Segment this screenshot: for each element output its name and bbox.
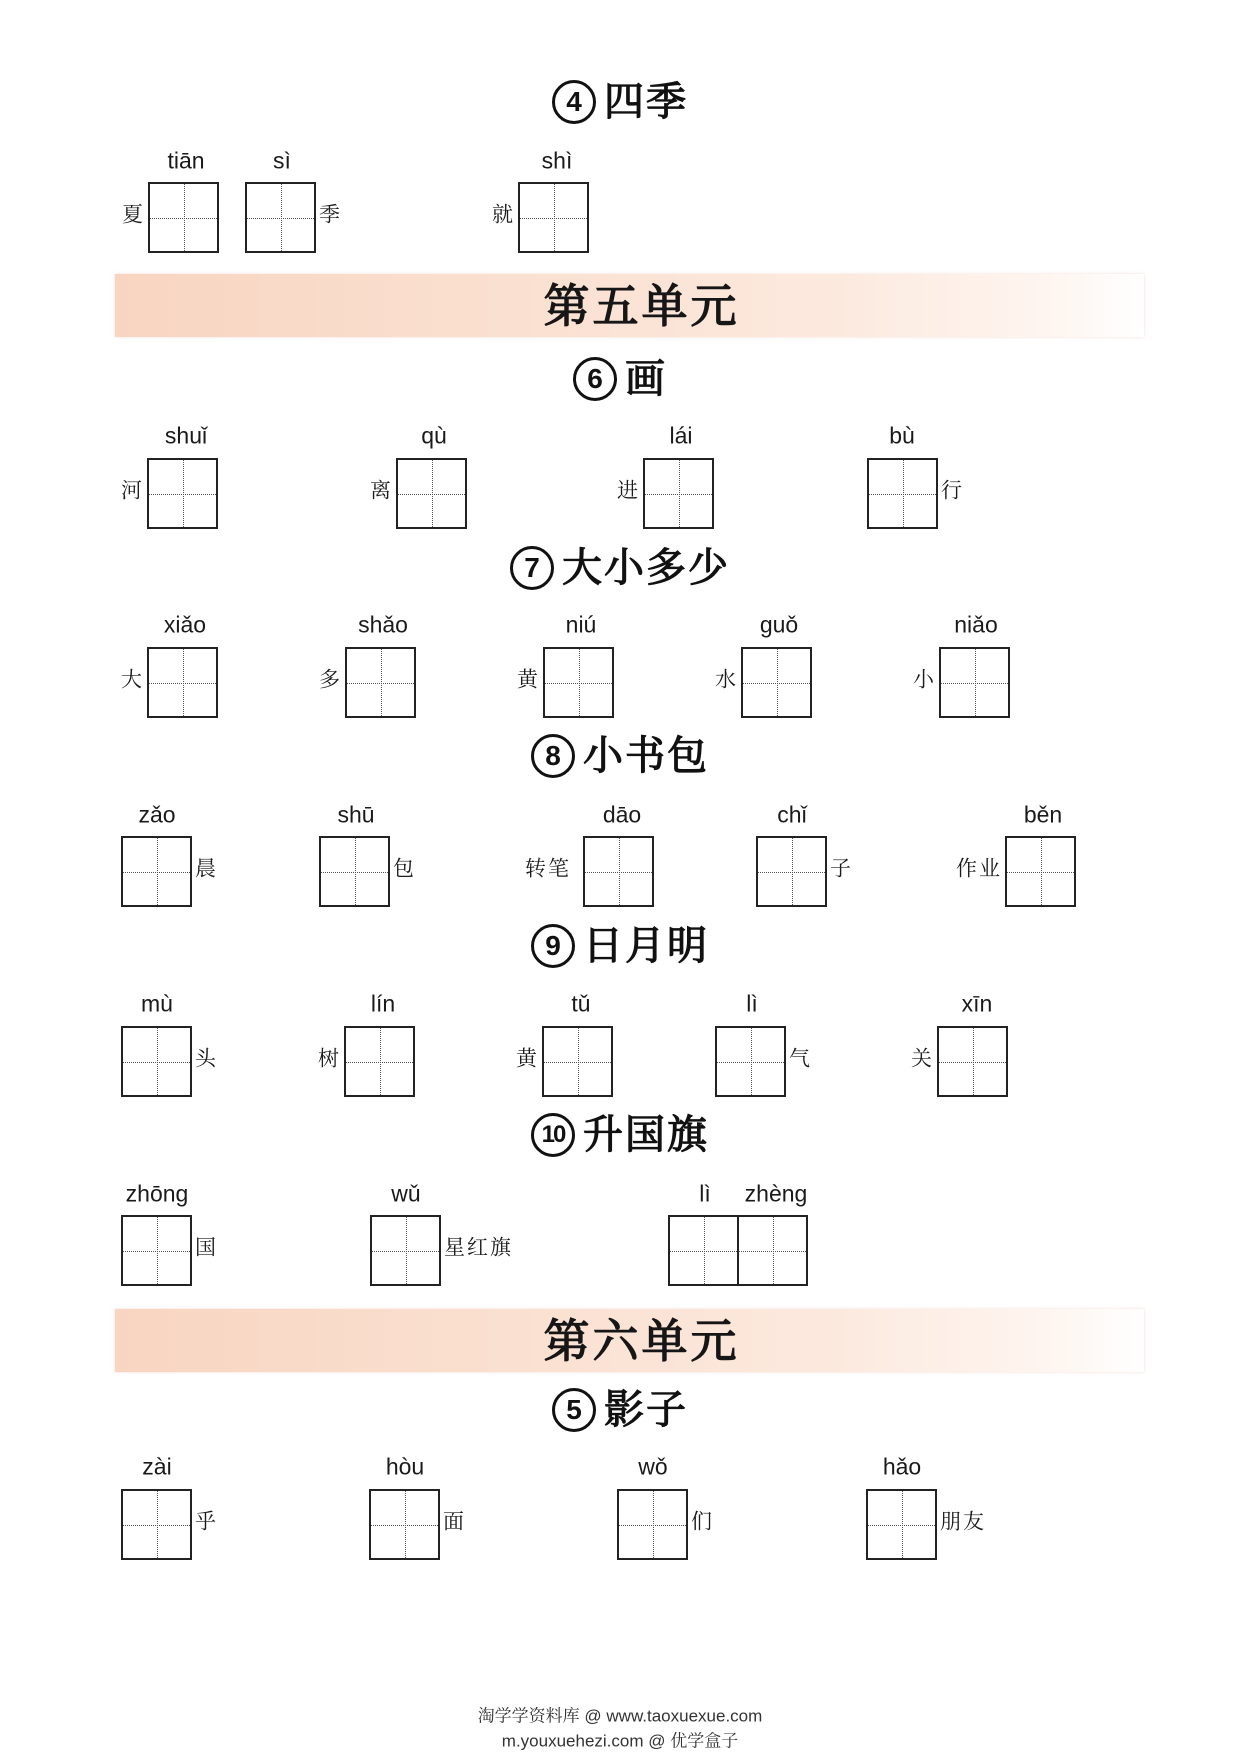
word-prefix: 河: [121, 478, 144, 503]
tianzige-box: [121, 836, 192, 907]
pinyin-label: wǒ: [638, 1453, 668, 1480]
pinyin-label: xīn: [961, 990, 993, 1017]
lesson-number-badge: 10: [531, 1113, 575, 1157]
tianzige-box: [583, 836, 654, 907]
tianzige-box: [345, 647, 416, 718]
tianzige-box: [121, 1026, 192, 1097]
pinyin-label: niú: [565, 611, 597, 638]
word-suffix: 季: [319, 202, 342, 227]
word-suffix: 朋友: [940, 1509, 986, 1534]
pinyin-label: bù: [889, 422, 915, 449]
word-suffix: 们: [691, 1509, 714, 1534]
word-prefix: 黄: [516, 1046, 539, 1071]
word-suffix: 包: [393, 856, 416, 881]
pinyin-label: guǒ: [759, 611, 799, 638]
pinyin-label: hòu: [385, 1453, 425, 1480]
footer-line: m.youxuehezi.com @ 优学盒子: [501, 1731, 739, 1751]
unit-banner-title: 第五单元: [543, 278, 740, 333]
tianzige-box: [147, 647, 218, 718]
tianzige-box: [542, 1026, 613, 1097]
word-suffix: 星红旗: [444, 1235, 513, 1260]
word-suffix: 面: [443, 1509, 466, 1534]
word-suffix: 行: [941, 478, 964, 503]
tianzige-box: [643, 458, 714, 529]
tianzige-box: [147, 458, 218, 529]
word-prefix: 大: [121, 667, 144, 692]
lesson-number-badge: 7: [510, 546, 554, 590]
lesson-number-badge: 4: [552, 80, 596, 124]
lesson-number-badge: 8: [531, 734, 575, 778]
word-prefix: 小: [913, 667, 936, 692]
pinyin-label: shuǐ: [164, 422, 208, 449]
tianzige-box: [741, 647, 812, 718]
word-suffix: 头: [195, 1046, 218, 1071]
pinyin-label: lì: [746, 990, 758, 1017]
tianzige-box: [543, 647, 614, 718]
pinyin-label: shū: [337, 801, 375, 828]
tianzige-box: [668, 1215, 739, 1286]
lesson-number-badge: 5: [552, 1388, 596, 1432]
word-prefix: 作业: [956, 856, 1002, 881]
lesson-title: [0, 546, 1240, 590]
word-prefix: 多: [319, 667, 342, 692]
tianzige-box: [756, 836, 827, 907]
tianzige-box: [867, 458, 938, 529]
pinyin-label: shì: [541, 147, 573, 174]
tianzige-box: [866, 1489, 937, 1560]
word-suffix: 气: [789, 1046, 812, 1071]
pinyin-label: qù: [421, 422, 447, 449]
tianzige-box: [518, 182, 589, 253]
word-prefix: 夏: [122, 202, 145, 227]
tianzige-box: [715, 1026, 786, 1097]
lesson-title: [0, 924, 1240, 968]
lesson-title: [0, 80, 1240, 124]
lesson-title-text: 小书包: [583, 733, 709, 779]
tianzige-box: [737, 1215, 808, 1286]
word-prefix: 离: [370, 478, 393, 503]
word-suffix: 子: [830, 856, 853, 881]
lesson-title-text: 画: [625, 356, 667, 402]
pinyin-label: lín: [370, 990, 396, 1017]
unit-banner-title: 第六单元: [543, 1313, 740, 1368]
lesson-title-text: 升国旗: [583, 1112, 709, 1158]
pinyin-label: hǎo: [882, 1453, 922, 1480]
lesson-number-badge: 6: [573, 357, 617, 401]
lesson-title: [0, 357, 1240, 401]
unit-banner: [115, 1309, 1144, 1372]
pinyin-label: wǔ: [391, 1180, 421, 1207]
lesson-title: [0, 734, 1240, 778]
tianzige-box: [245, 182, 316, 253]
pinyin-label: zǎo: [138, 801, 176, 828]
pinyin-label: dāo: [602, 801, 642, 828]
pinyin-label: zài: [142, 1453, 172, 1480]
lesson-title: [0, 1388, 1240, 1432]
lesson-title: [0, 1113, 1240, 1157]
word-suffix: 国: [195, 1235, 218, 1260]
pinyin-label: sì: [273, 147, 291, 174]
tianzige-box: [319, 836, 390, 907]
pinyin-label: zhèng: [744, 1180, 808, 1207]
pinyin-label: chǐ: [777, 801, 807, 828]
word-prefix: 树: [318, 1046, 341, 1071]
tianzige-box: [370, 1215, 441, 1286]
pinyin-label: lì: [699, 1180, 711, 1207]
word-suffix: 晨: [195, 856, 218, 881]
footer-line: 淘学学资料库 @ www.taoxuexue.com: [477, 1706, 763, 1726]
tianzige-box: [344, 1026, 415, 1097]
word-suffix: 乎: [195, 1509, 218, 1534]
pinyin-label: tǔ: [571, 990, 591, 1017]
pinyin-label: shǎo: [358, 611, 408, 638]
pinyin-label: mù: [141, 990, 173, 1017]
tianzige-box: [148, 182, 219, 253]
lesson-title-text: 影子: [604, 1387, 688, 1433]
pinyin-label: niǎo: [954, 611, 998, 638]
tianzige-box: [617, 1489, 688, 1560]
lesson-title-text: 大小多少: [562, 545, 730, 591]
word-prefix: 就: [492, 202, 515, 227]
tianzige-box: [121, 1215, 192, 1286]
tianzige-box: [396, 458, 467, 529]
pinyin-label: běn: [1023, 801, 1063, 828]
word-prefix: 水: [715, 667, 738, 692]
tianzige-box: [369, 1489, 440, 1560]
tianzige-box: [939, 647, 1010, 718]
pinyin-label: tiān: [167, 147, 205, 174]
lesson-title-text: 日月明: [583, 923, 709, 969]
word-prefix: 关: [911, 1046, 934, 1071]
unit-banner: [115, 274, 1144, 337]
word-prefix: 黄: [517, 667, 540, 692]
pinyin-label: zhōng: [125, 1180, 189, 1207]
pinyin-label: xiǎo: [163, 611, 207, 638]
lesson-title-text: 四季: [604, 79, 688, 125]
pinyin-label: lái: [669, 422, 693, 449]
tianzige-box: [1005, 836, 1076, 907]
tianzige-box: [937, 1026, 1008, 1097]
word-prefix: 转笔: [525, 856, 571, 881]
tianzige-box: [121, 1489, 192, 1560]
lesson-number-badge: 9: [531, 924, 575, 968]
word-prefix: 进: [617, 478, 640, 503]
